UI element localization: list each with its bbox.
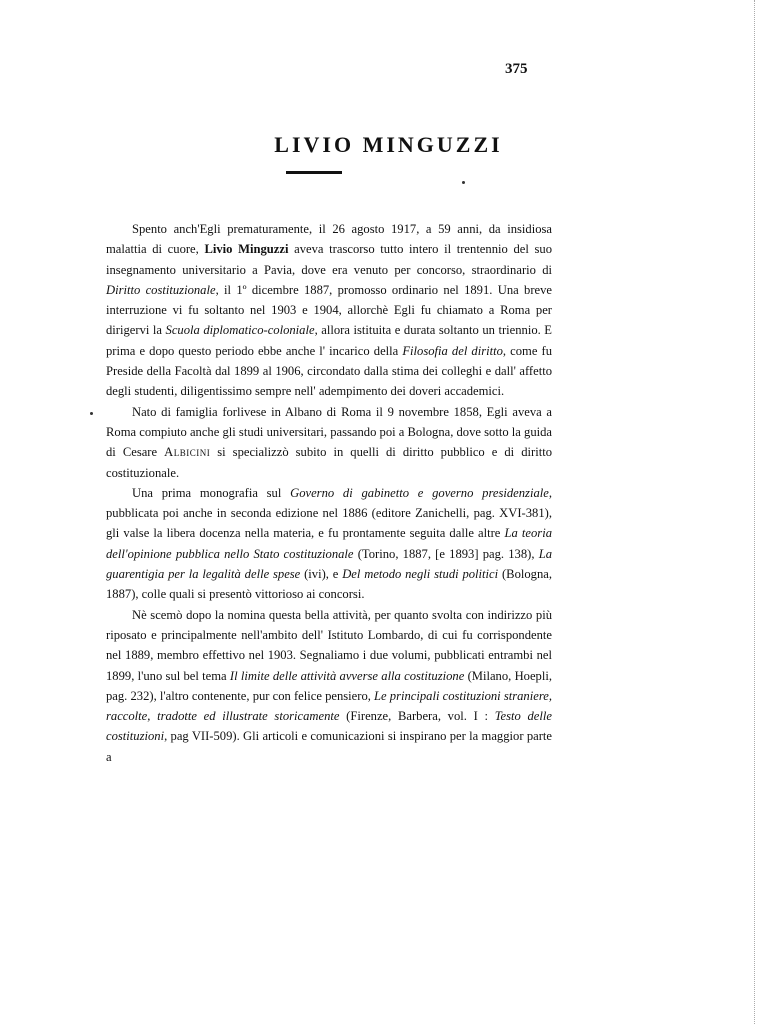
- margin-dot: [462, 181, 465, 184]
- scan-edge: [750, 0, 755, 1024]
- italic-title: Testo delle costituzioni: [106, 709, 552, 744]
- text: , come fu Preside della Facoltà dal 1899 al 1906, circondato dalla stima dei colleghi e dall' affetto degli studenti, diligentissimo sempre nell' adempimento dei doveri accademici.: [106, 343, 553, 399]
- text: (Firenze, Barbera, vol. I :: [339, 709, 495, 724]
- italic-title: La guarentigia per la legalità delle spese: [106, 546, 552, 582]
- page-number: 375: [505, 61, 528, 77]
- italic-title: Le principali costituzioni straniere, raccolte, tradotte ed illustrate storicamente: [106, 688, 552, 724]
- text: Nè scemò dopo la nomina questa bella attività, per quanto svolta con indirizzo più riposato e principalmente nell'ambito dell' Istituto Lombardo, di cui fu corrispondente nel 1889, membro effettivo nel 1903. Segnaliamo i due volumi, pubblicati entrambi nel 1899, l'uno sul bel tema: [106, 607, 552, 683]
- article-title: LIVIO MINGUZZI: [274, 132, 503, 157]
- paragraph-3: [106, 483, 552, 605]
- italic-title: Governo di gabinetto e governo presidenziale: [290, 485, 549, 500]
- text: , pag VII-509). Gli articoli e comunicazioni si inspirano per la maggior parte a: [106, 729, 552, 764]
- person-name: Livio Minguzzi: [204, 242, 289, 257]
- text: aveva trascorso tutto intero il trentennio del suo insegnamento universitario a Pavia, dove era venuto per concorso, straordinario di: [106, 242, 552, 277]
- person-name: Albicini: [164, 445, 211, 460]
- text: (Torino, 1887, [e 1893] pag. 138),: [353, 546, 539, 561]
- text: , allora istituita e durata soltanto un triennio. E prima e dopo questo periodo ebbe anche l' incarico della: [106, 323, 552, 358]
- text: , pubblicata poi anche in seconda edizione nel 1886 (editore Zanichelli, pag. XVI-381), gli valse la libera docenza nella materia, e fu prontamente seguita dalle altre: [106, 485, 552, 541]
- text: (ivi), e: [300, 567, 343, 582]
- title-rule: [286, 171, 342, 174]
- text: si specializzò subito in quelli di diritto pubblico e di diritto costituzionale.: [106, 445, 552, 480]
- paragraph-1: [106, 219, 552, 402]
- italic-title: Diritto costituzionale: [106, 282, 216, 297]
- text: Spento anch'Egli prematuramente, il 26 agosto 1917, a 59 anni, da insidiosa malattia di cuore,: [106, 222, 552, 257]
- italic-title: Filosofia del diritto: [402, 343, 503, 358]
- article-body: [106, 219, 552, 767]
- margin-dot: [90, 412, 93, 415]
- paragraph-4: [106, 605, 552, 767]
- text: (Bologna, 1887), colle quali si presentò vittorioso ai concorsi.: [106, 567, 552, 602]
- text: , il 1º dicembre 1887, promosso ordinario nel 1891. Una breve interruzione vi fu soltanto nel 1903 e 1904, allorchè Egli fu chiamato a Roma per dirigervi la: [106, 282, 552, 338]
- italic-title: Del metodo negli studi politici: [342, 567, 499, 582]
- italic-title: La teoria dell'opinione pubblica nello Stato costituzionale: [106, 526, 552, 561]
- text: Nato di famiglia forlivese in Albano di Roma il 9 novembre 1858, Egli aveva a Roma compiuto anche gli studi universitari, passando poi a Bologna, dove sotto la guida di Cesare: [106, 404, 552, 460]
- paragraph-2: [106, 402, 552, 483]
- text: Una prima monografia sul: [132, 485, 291, 500]
- text: (Milano, Hoepli, pag. 232), l'altro contenente, pur con felice pensiero,: [106, 668, 552, 703]
- italic-title: Scuola diplomatico-coloniale: [165, 323, 315, 338]
- italic-title: Il limite delle attività avverse alla costituzione: [229, 668, 465, 683]
